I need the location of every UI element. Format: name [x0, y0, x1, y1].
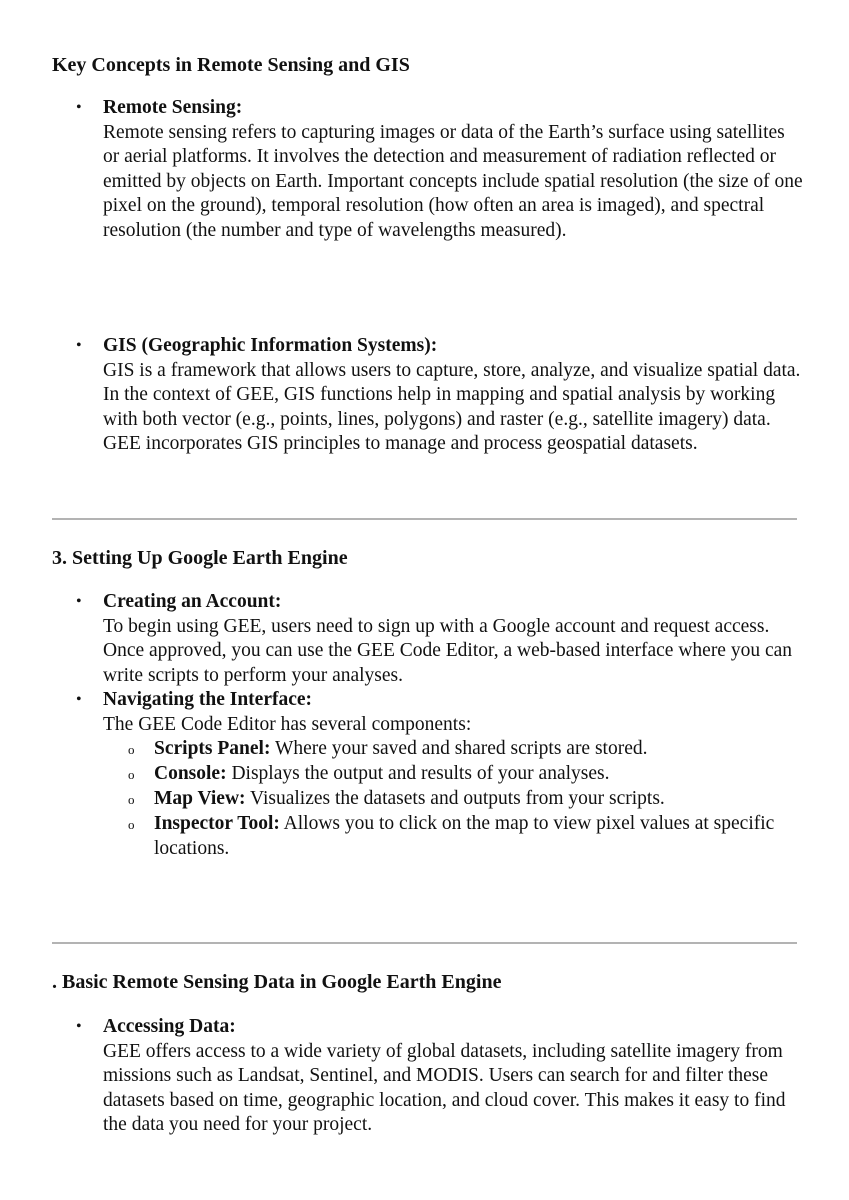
subitem-text: Displays the output and results of your analyses.: [226, 763, 610, 784]
item-body: To begin using GEE, users need to sign up with a Google account and request access. Once approved, you can use the GEE Code Editor, a web-based interface where you can write scripts to perform your analyses.: [103, 615, 793, 686]
horizontal-divider: [52, 942, 797, 944]
list-item-accessing-data: [76, 1015, 803, 1138]
circle-bullet-icon: o: [128, 742, 135, 757]
list-item-creating-account: [76, 590, 803, 688]
bullet-icon: •: [76, 593, 82, 610]
item-title: Remote Sensing:: [103, 97, 243, 118]
subitem-label: Console:: [154, 763, 227, 784]
item-title: GIS (Geographic Information Systems):: [103, 335, 438, 356]
circle-bullet-icon: o: [128, 767, 135, 782]
subitem-label: Inspector Tool:: [154, 813, 280, 834]
item-body: GIS is a framework that allows users to capture, store, analyze, and visualize spatial data. In the context of GEE, GIS functions help in mapping and spatial analysis by working with both vector (e.g., points, lines, polygons) and raster (e.g., satellite imagery) data. GEE incorporates GIS principles to manage and process geospatial datasets.: [103, 359, 801, 454]
circle-bullet-icon: o: [128, 792, 135, 807]
subitem-label: Map View:: [154, 788, 246, 809]
subitem-label: Scripts Panel:: [154, 738, 271, 759]
bullet-icon: •: [76, 337, 82, 354]
circle-bullet-icon: o: [128, 817, 135, 832]
subitem-text: Allows you to click on the map to view pixel values at specific locations.: [154, 813, 775, 859]
list-item-remote-sensing: [76, 96, 803, 243]
section-heading-key-concepts: Key Concepts in Remote Sensing and GIS: [52, 54, 410, 76]
subitem-text: Visualizes the datasets and outputs from your scripts.: [245, 788, 665, 809]
list-item-navigating-interface: [76, 688, 803, 737]
item-body: GEE offers access to a wide variety of global datasets, including satellite imagery from missions such as Landsat, Sentinel, and MODIS. Users can search for and filter these datasets based on time, geographic location, and cloud cover. This makes it easy to find the data you need for your project.: [103, 1040, 786, 1135]
section-heading-basic-data: . Basic Remote Sensing Data in Google Earth Engine: [52, 971, 502, 993]
list-item-gis: [76, 334, 803, 457]
bullet-icon: •: [76, 99, 82, 116]
horizontal-divider: [52, 518, 797, 520]
bullet-icon: •: [76, 1018, 82, 1035]
section-heading-setting-up: 3. Setting Up Google Earth Engine: [52, 547, 348, 569]
sublist-item-scripts-panel: [128, 737, 814, 762]
sublist-item-inspector-tool: [128, 812, 814, 861]
sublist-item-map-view: [128, 787, 814, 812]
item-title: Navigating the Interface:: [103, 689, 313, 710]
sublist-item-console: [128, 762, 814, 787]
subitem-text: Where your saved and shared scripts are stored.: [270, 738, 648, 759]
item-title: Creating an Account:: [103, 591, 282, 612]
bullet-icon: •: [76, 691, 82, 708]
item-body: Remote sensing refers to capturing images or data of the Earth’s surface using satellites or aerial platforms. It involves the detection and measurement of radiation reflected or emitted by objects on Earth. Important concepts include spatial resolution (the size of one pixel on the ground), temporal resolution (how often an area is imaged), and spectral resolution (the number and type of wavelengths measured).: [103, 121, 803, 241]
item-body: The GEE Code Editor has several components:: [103, 713, 472, 735]
item-title: Accessing Data:: [103, 1016, 236, 1037]
